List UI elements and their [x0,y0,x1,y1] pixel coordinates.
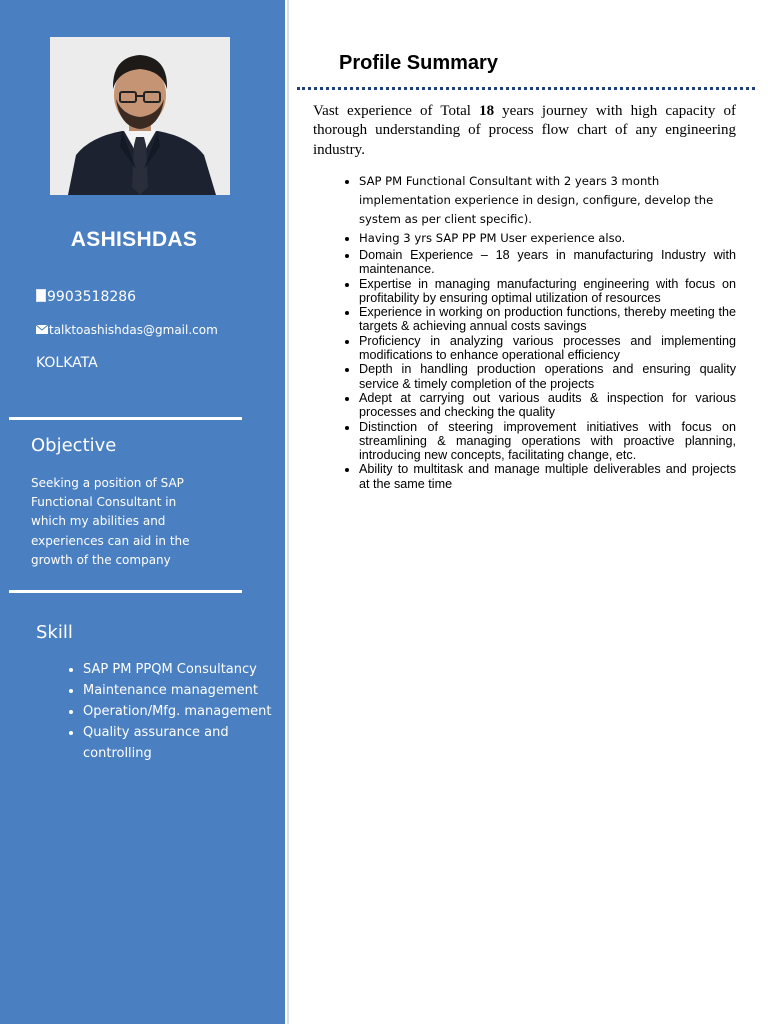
summary-heading: Profile Summary [339,52,498,74]
city: KOLKATA [36,355,98,371]
email-address: talktoashishdas@gmail.com [49,323,218,337]
summary-dotted-rule [297,87,755,90]
skill-item: • Quality assurance and controlling [83,722,283,764]
summary-bullet: • Domain Experience – 18 years in manufacturing Industry with maintenance. [359,248,736,277]
intro-years: 18 [479,103,495,119]
summary-bullet: • Depth in handling production operations and ensuring quality service & timely completion of the projects [359,362,736,391]
skill-item: • Operation/Mfg. management [83,701,283,722]
intro-text-end: years journey with high capacity of thorough understanding of process flow chart of any engineering industry. [313,103,736,158]
phone-row [36,289,136,305]
profile-photo [50,37,230,195]
phone-number: 9903518286 [47,289,137,305]
summary-bullet: • SAP PM Functional Consultant with 2 years 3 month implementation experience in design, configure, develop the system as per client specific). [359,172,736,229]
phone-icon [36,289,46,302]
objective-heading: Objective [31,435,117,456]
summary-intro [313,102,736,160]
summary-bullet: • Distinction of steering improvement initiatives with focus on streamlining & managing operations with proactive planning, introducing new concepts, facilitating change, etc. [359,420,736,463]
sidebar [0,0,285,1024]
objective-text: Seeking a position of SAP Functional Consultant in which my abilities and experiences can aid in the growth of the company [31,476,190,567]
summary-bullet: • Having 3 yrs SAP PP PM User experience also. [359,229,736,248]
summary-bullet: • Proficiency in analyzing various processes and implementing modifications to enhance operational efficiency [359,334,736,363]
sidebar-divider [9,590,242,593]
column-divider [287,0,289,1024]
skill-heading: Skill [36,622,73,643]
skill-item: • Maintenance management [83,680,283,701]
summary-bullet: • Expertise in managing manufacturing engineering with focus on profitability by ensuring optimal utilization of resources [359,277,736,306]
sidebar-divider [9,417,242,420]
summary-bullet: • Ability to multitask and manage multiple deliverables and projects at the same time [359,462,736,491]
envelope-icon [36,325,48,334]
summary-bullets [332,172,736,491]
profile-photo-image [50,37,230,195]
intro-text-start: Vast experience of Total [313,103,480,119]
email-row [36,323,218,337]
summary-bullet: • Adept at carrying out various audits & inspection for various processes and checking the quality [359,391,736,420]
skill-item: • SAP PM PPQM Consultancy [83,659,283,680]
summary-bullet: • Experience in working on production functions, thereby meeting the targets & achieving annual costs savings [359,305,736,334]
candidate-name: ASHISHDAS [70,228,198,251]
skill-list [55,659,283,764]
